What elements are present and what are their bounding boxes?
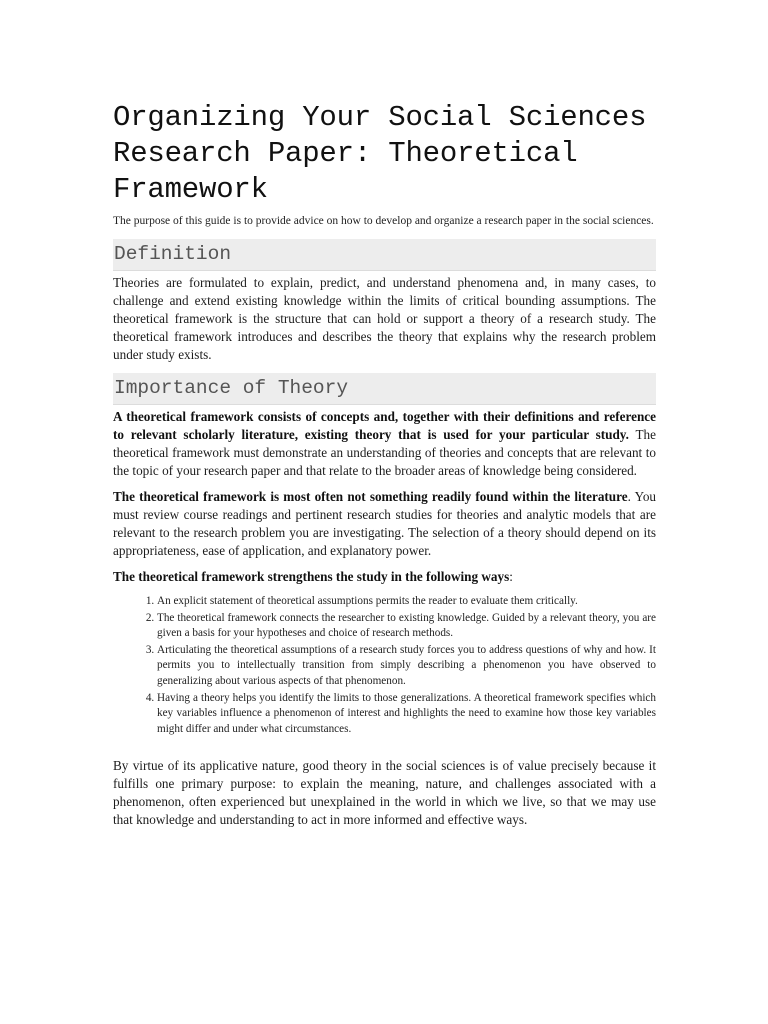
list-item [157,611,656,642]
importance-paragraph-3 [113,568,656,586]
list-item [157,643,656,690]
list-item-text: The theoretical framework connects the researcher to existing knowledge. Guided by a relevant theory, you are given a basis for your hypotheses and choice of research methods. [157,611,656,640]
list-item-text: An explicit statement of theoretical assumptions permits the reader to evaluate them critically. [157,595,578,607]
importance-paragraph-3-text: : [509,569,513,584]
importance-paragraph-3-bold: The theoretical framework strengthens the study in the following ways [113,569,510,584]
list-item [157,594,656,610]
definition-paragraph: Theories are formulated to explain, predict, and understand phenomena and, in many cases, to challenge and extend existing knowledge within the limits of critical bounding assumptions. The theoretical framework is the structure that can hold or support a theory of a research study. The theoretical framework introduces and describes the theory that explains why the research problem under study exists. [113,275,656,362]
section-heading-definition: Definition [113,239,656,271]
list-item-text: Articulating the theoretical assumptions of a research study forces you to address questions of why and how. It permits you to intellectually transition from simply describing a phenomenon you have observed to generalizing about various aspects of that phenomenon. [157,643,656,687]
page-subtitle: The purpose of this guide is to provide advice on how to develop and organize a research paper in the social sciences. [113,215,654,227]
list-item-text: Having a theory helps you identify the limits to those generalizations. A theoretical framework specifies which key variables influence a phenomenon of interest and highlights the need to examine how those key variables might differ and under what circumstances. [157,691,656,735]
importance-paragraph-1 [113,408,656,480]
document-page [113,100,656,829]
importance-paragraph-1-text: The theoretical framework must demonstrate an understanding of theories and concepts that are relevant to the topic of your research paper and that relate to the broader areas of knowledge being considered. [113,427,657,478]
closing-paragraph: By virtue of its applicative nature, good theory in the social sciences is of value precisely because it fulfills one primary purpose: to explain the meaning, nature, and challenges associated with a phenomenon, often experienced but unexplained in the world in which we live, so that we may use that knowledge and understanding to act in more informed and effective ways. [113,758,656,828]
strengths-list [113,594,656,737]
importance-paragraph-2 [113,488,656,560]
importance-paragraph-2-bold: The theoretical framework is most often not something readily found within the literature [113,489,628,504]
page-title: Organizing Your Social Sciences Research Paper: Theoretical Framework [113,101,647,206]
importance-paragraph-1-bold: A theoretical framework consists of concepts and, together with their definitions and reference to relevant scholarly literature, existing theory that is used for your particular study. [113,409,656,442]
list-item [157,691,656,738]
importance-paragraph-2-text: . You must review course readings and pertinent research studies for theories and analytic models that are relevant to the research problem you are investigating. The selection of a theory should depend on its appropriateness, ease of application, and explanatory power. [113,489,657,558]
section-heading-importance: Importance of Theory [113,373,656,405]
